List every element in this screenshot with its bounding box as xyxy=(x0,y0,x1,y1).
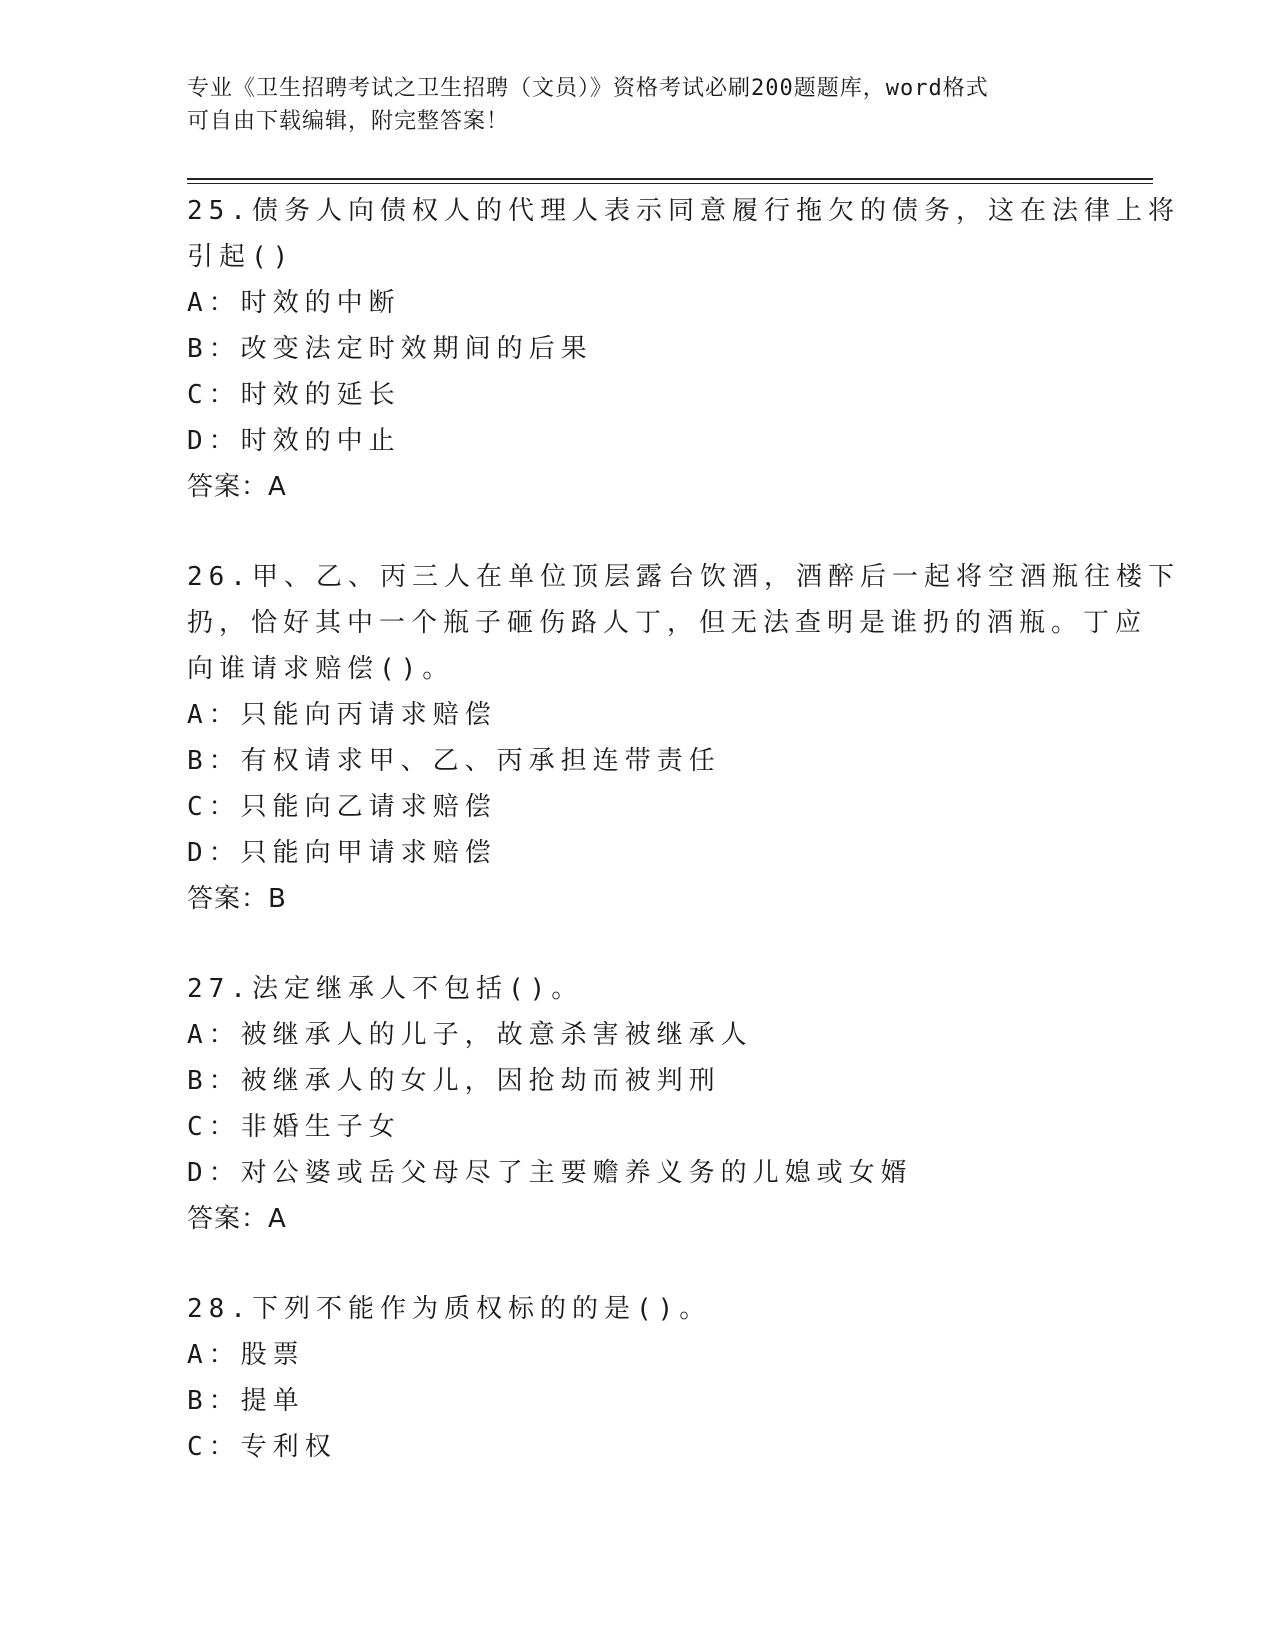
option-c: C：时效的延长 xyxy=(187,380,401,410)
option-c: C：非婚生子女 xyxy=(187,1112,401,1142)
option-a: A：只能向丙请求赔偿 xyxy=(187,700,497,730)
question-text-line: 引起() xyxy=(187,242,295,272)
option-b: B：有权请求甲、乙、丙承担连带责任 xyxy=(187,746,721,776)
option-a: A：被继承人的儿子，故意杀害被继承人 xyxy=(187,1020,753,1050)
question-text-line: 26.甲、乙、丙三人在单位顶层露台饮酒，酒醉后一起将空酒瓶往楼下 xyxy=(187,562,1180,592)
option-d: D：对公婆或岳父母尽了主要赡养义务的儿媳或女婿 xyxy=(187,1158,913,1188)
answer: 答案：A xyxy=(187,1204,287,1234)
question-text-line: 向谁请求赔偿()。 xyxy=(187,654,455,684)
answer: 答案：A xyxy=(187,472,287,502)
question-25 xyxy=(187,188,1180,510)
question-text-line: 28.下列不能作为质权标的的是()。 xyxy=(187,1294,712,1324)
header-line-2: 可自由下载编辑，附完整答案！ xyxy=(187,109,510,134)
header-line-1: 专业《卫生招聘考试之卫生招聘（文员）》资格考试必刷200题题库，word格式 xyxy=(187,76,989,101)
question-text-line: 27.法定继承人不包括()。 xyxy=(187,974,584,1004)
question-list xyxy=(187,188,1180,1514)
option-b: B：改变法定时效期间的后果 xyxy=(187,334,593,364)
option-b: B：被继承人的女儿，因抢劫而被判刑 xyxy=(187,1066,721,1096)
option-c: C：只能向乙请求赔偿 xyxy=(187,792,497,822)
header-divider-thin xyxy=(187,183,1153,184)
question-text-line: 扔，恰好其中一个瓶子砸伤路人丁，但无法查明是谁扔的酒瓶。丁应 xyxy=(187,608,1148,638)
option-b: B：提单 xyxy=(187,1386,305,1416)
question-28 xyxy=(187,1286,1087,1470)
question-27 xyxy=(187,966,1087,1242)
answer: 答案：B xyxy=(187,884,287,914)
option-d: D：时效的中止 xyxy=(187,426,401,456)
option-a: A：股票 xyxy=(187,1340,305,1370)
question-text-line: 25.债务人向债权人的代理人表示同意履行拖欠的债务，这在法律上将 xyxy=(187,196,1180,226)
option-a: A：时效的中断 xyxy=(187,288,401,318)
document-header xyxy=(187,72,1087,138)
option-d: D：只能向甲请求赔偿 xyxy=(187,838,497,868)
header-divider-thick xyxy=(187,178,1153,180)
question-26 xyxy=(187,554,1180,922)
option-c: C：专利权 xyxy=(187,1432,337,1462)
